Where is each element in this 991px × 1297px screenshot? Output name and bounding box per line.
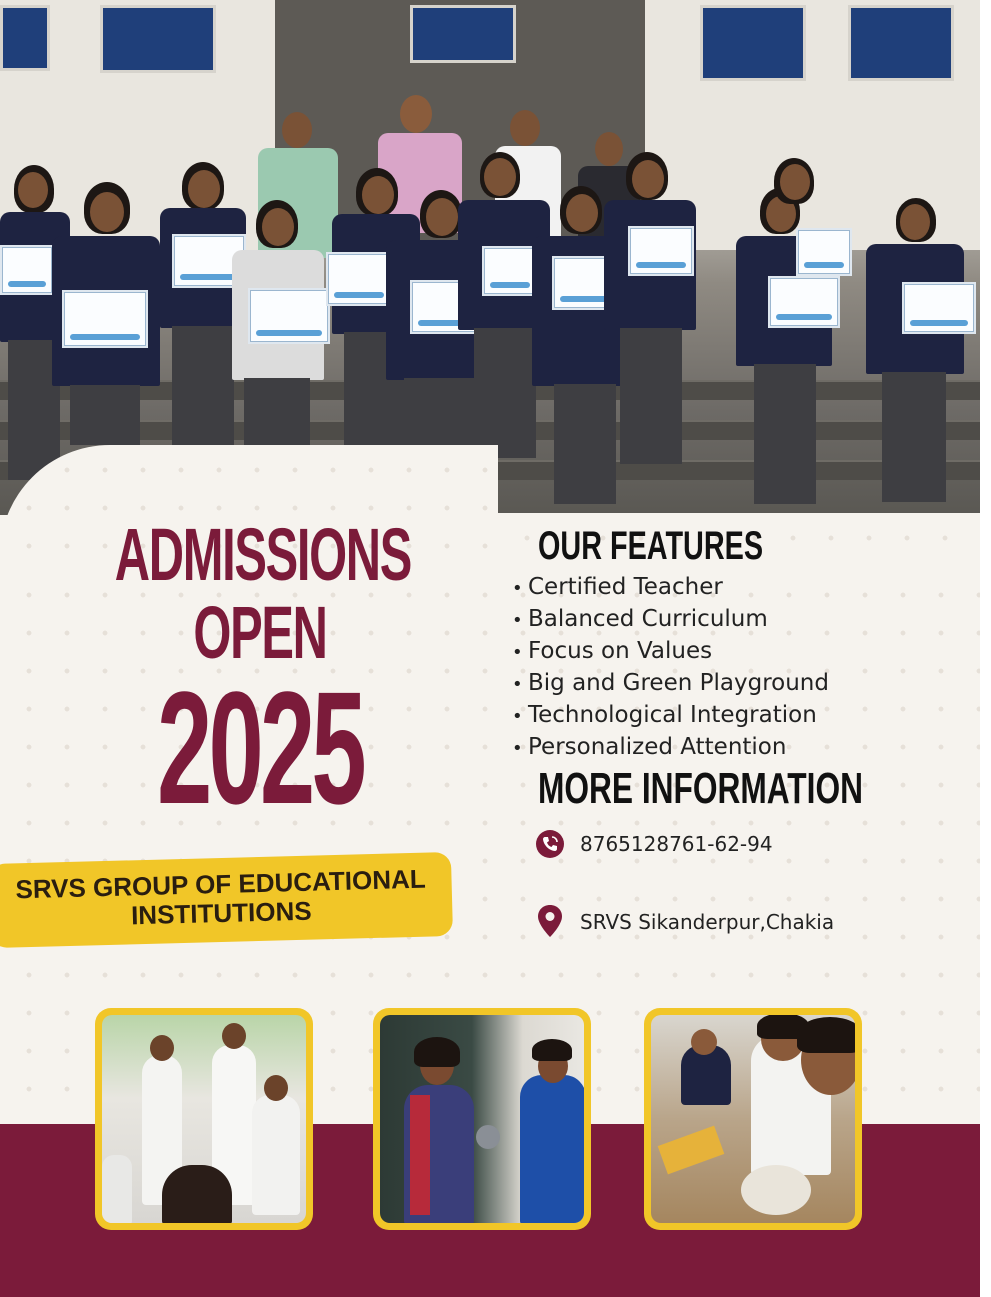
bullet-icon: • <box>512 738 523 759</box>
bullet-icon: • <box>512 610 523 631</box>
headline-open: OPEN <box>193 591 327 674</box>
building-window <box>848 5 954 81</box>
hero-photo-students-with-certificates <box>0 0 980 515</box>
building-window <box>700 5 806 81</box>
institution-name-line2: INSTITUTIONS <box>130 895 312 931</box>
location-pin-icon <box>537 904 563 938</box>
bullet-icon: • <box>512 642 523 663</box>
bullet-icon: • <box>512 674 523 695</box>
headline-year: 2025 <box>157 658 363 837</box>
bullet-icon: • <box>512 578 523 599</box>
institution-name-line1: SRVS GROUP OF EDUCATIONAL <box>15 863 427 905</box>
bullet-icon: • <box>512 706 523 727</box>
feature-item: • Technological Integration <box>512 700 829 732</box>
building-window <box>0 5 50 71</box>
feature-item: • Balanced Curriculum <box>512 604 829 636</box>
feature-item: • Big and Green Playground <box>512 668 829 700</box>
photo-teacher-with-student <box>373 1008 591 1230</box>
photo-cultural-activity <box>95 1008 313 1230</box>
building-window <box>100 5 216 73</box>
institution-name <box>0 864 453 934</box>
feature-item: • Focus on Values <box>512 636 829 668</box>
institution-banner <box>0 852 453 948</box>
features-list <box>512 572 829 764</box>
feature-item: • Certified Teacher <box>512 572 829 604</box>
address: SRVS Sikanderpur,Chakia <box>580 910 835 934</box>
info-heading: MORE INFORMATION <box>538 764 863 813</box>
phone-number[interactable]: 8765128761-62-94 <box>580 832 773 856</box>
phone-icon <box>536 830 564 858</box>
building-window <box>410 5 516 63</box>
features-heading: OUR FEATURES <box>538 524 764 568</box>
photo-craft-activity <box>644 1008 862 1230</box>
headline-admissions: ADMISSIONS <box>114 513 411 596</box>
feature-item: • Personalized Attention <box>512 732 829 764</box>
